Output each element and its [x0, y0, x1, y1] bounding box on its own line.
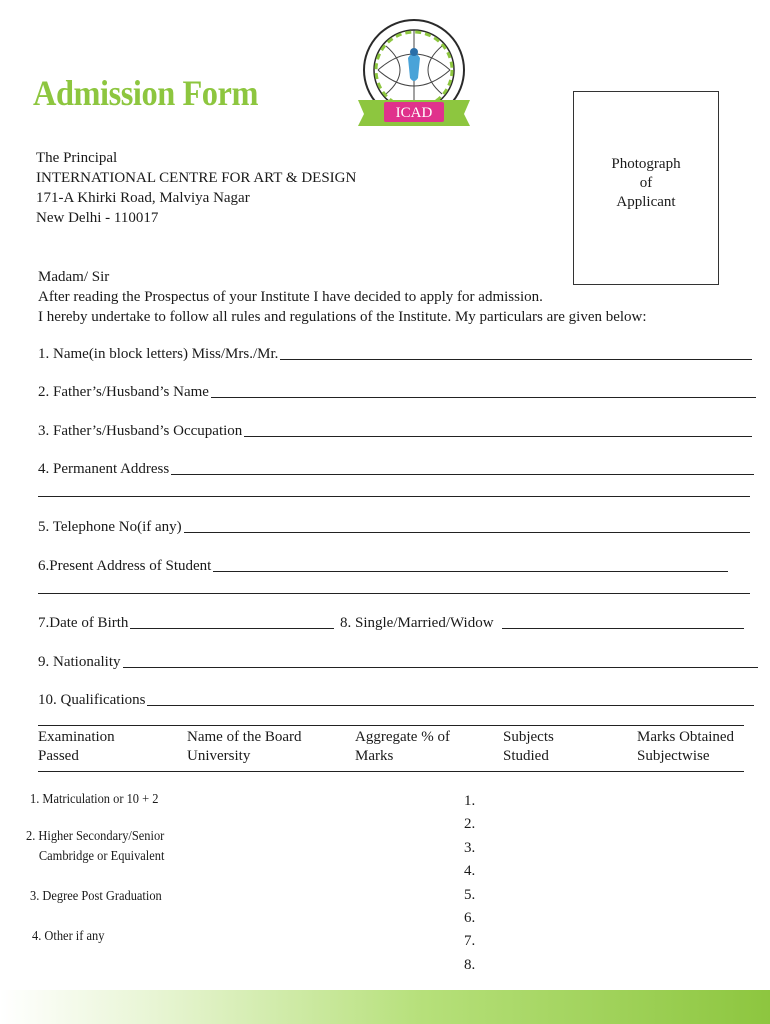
- permanent-address-line2[interactable]: [38, 496, 750, 497]
- father-occupation-field[interactable]: [38, 420, 752, 440]
- page-title: Admission Form: [33, 73, 259, 113]
- field-label: 7.Date of Birth: [38, 615, 129, 631]
- address-line: 171-A Khirki Road, Malviya Nagar: [36, 190, 250, 206]
- marital-status-field[interactable]: [340, 612, 744, 632]
- list-item: 6.: [464, 910, 476, 927]
- photo-label: Photograph: [611, 156, 681, 172]
- icad-logo: [356, 18, 472, 138]
- qualifications-blank[interactable]: [147, 691, 754, 706]
- col-header-aggregate: Aggregate % of Marks: [355, 729, 450, 764]
- dob-field[interactable]: [38, 612, 334, 632]
- field-label: 10. Qualifications: [38, 692, 146, 708]
- present-address-blank[interactable]: [213, 557, 728, 572]
- intro-paragraph: After reading the Prospectus of your Institute I have decided to apply for admission.: [38, 289, 543, 305]
- father-name-field[interactable]: [38, 381, 756, 401]
- list-item: 8.: [464, 956, 476, 973]
- address-line: New Delhi - 110017: [36, 210, 159, 226]
- address-block: [36, 148, 356, 228]
- logo-text: ICAD: [395, 105, 433, 121]
- footer-gradient-band: [0, 990, 770, 1024]
- table-row: 4. Other if any: [32, 928, 105, 943]
- table-row: 1. Matriculation or 10 + 2: [30, 791, 159, 806]
- permanent-address-blank[interactable]: [171, 460, 754, 475]
- field-label: 6.Present Address of Student: [38, 558, 212, 574]
- intro-text: [38, 267, 647, 327]
- address-line: The Principal: [36, 150, 118, 166]
- photo-label: of: [639, 175, 653, 191]
- table-row: 3. Degree Post Graduation: [30, 888, 162, 903]
- intro-paragraph: I hereby undertake to follow all rules and regulations of the Institute. My particulars are given below:: [38, 309, 647, 325]
- col-header-marks: Marks Obtained Subjectwise: [637, 729, 735, 764]
- address-line: INTERNATIONAL CENTRE FOR ART & DESIGN: [36, 170, 357, 186]
- table-row: 2. Higher Secondary/Senior Cambridge or Equivalent: [26, 828, 165, 863]
- field-label: 3. Father’s/Husband’s Occupation: [38, 423, 243, 439]
- qualifications-field[interactable]: [38, 689, 754, 709]
- col-header-examination: Examination Passed: [38, 729, 115, 764]
- marital-status-blank[interactable]: [502, 614, 744, 629]
- photograph-box[interactable]: [573, 91, 719, 285]
- list-item: 3.: [464, 839, 476, 856]
- table-header-rule: [38, 771, 744, 772]
- photo-label: Applicant: [616, 194, 676, 210]
- telephone-blank[interactable]: [184, 518, 750, 533]
- father-name-blank[interactable]: [211, 383, 756, 398]
- field-label: 5. Telephone No(if any): [38, 519, 182, 535]
- present-address-field[interactable]: [38, 555, 728, 575]
- field-label: 2. Father’s/Husband’s Name: [38, 384, 209, 400]
- field-label: 9. Nationality: [38, 654, 121, 670]
- salutation: Madam/ Sir: [38, 269, 110, 285]
- name-blank[interactable]: [280, 345, 752, 360]
- col-header-board: Name of the Board University: [187, 729, 302, 764]
- list-item: 2.: [464, 816, 476, 833]
- table-top-rule: [38, 725, 744, 726]
- field-label: 4. Permanent Address: [38, 461, 170, 477]
- col-header-subjects: Subjects Studied: [503, 729, 554, 764]
- telephone-field[interactable]: [38, 516, 750, 536]
- subject-numbers: [464, 790, 475, 977]
- field-label: 8. Single/Married/Widow: [340, 615, 494, 631]
- field-label: 1. Name(in block letters) Miss/Mrs./Mr.: [38, 346, 279, 362]
- list-item: 4.: [464, 863, 476, 880]
- nationality-blank[interactable]: [123, 653, 759, 668]
- list-item: 1.: [464, 793, 476, 809]
- list-item: 7.: [464, 933, 476, 950]
- name-field[interactable]: [38, 343, 752, 363]
- permanent-address-field[interactable]: [38, 458, 754, 478]
- nationality-field[interactable]: [38, 651, 758, 671]
- list-item: 5.: [464, 886, 476, 903]
- dob-blank[interactable]: [130, 614, 334, 629]
- present-address-line2[interactable]: [38, 593, 750, 594]
- father-occupation-blank[interactable]: [244, 422, 752, 437]
